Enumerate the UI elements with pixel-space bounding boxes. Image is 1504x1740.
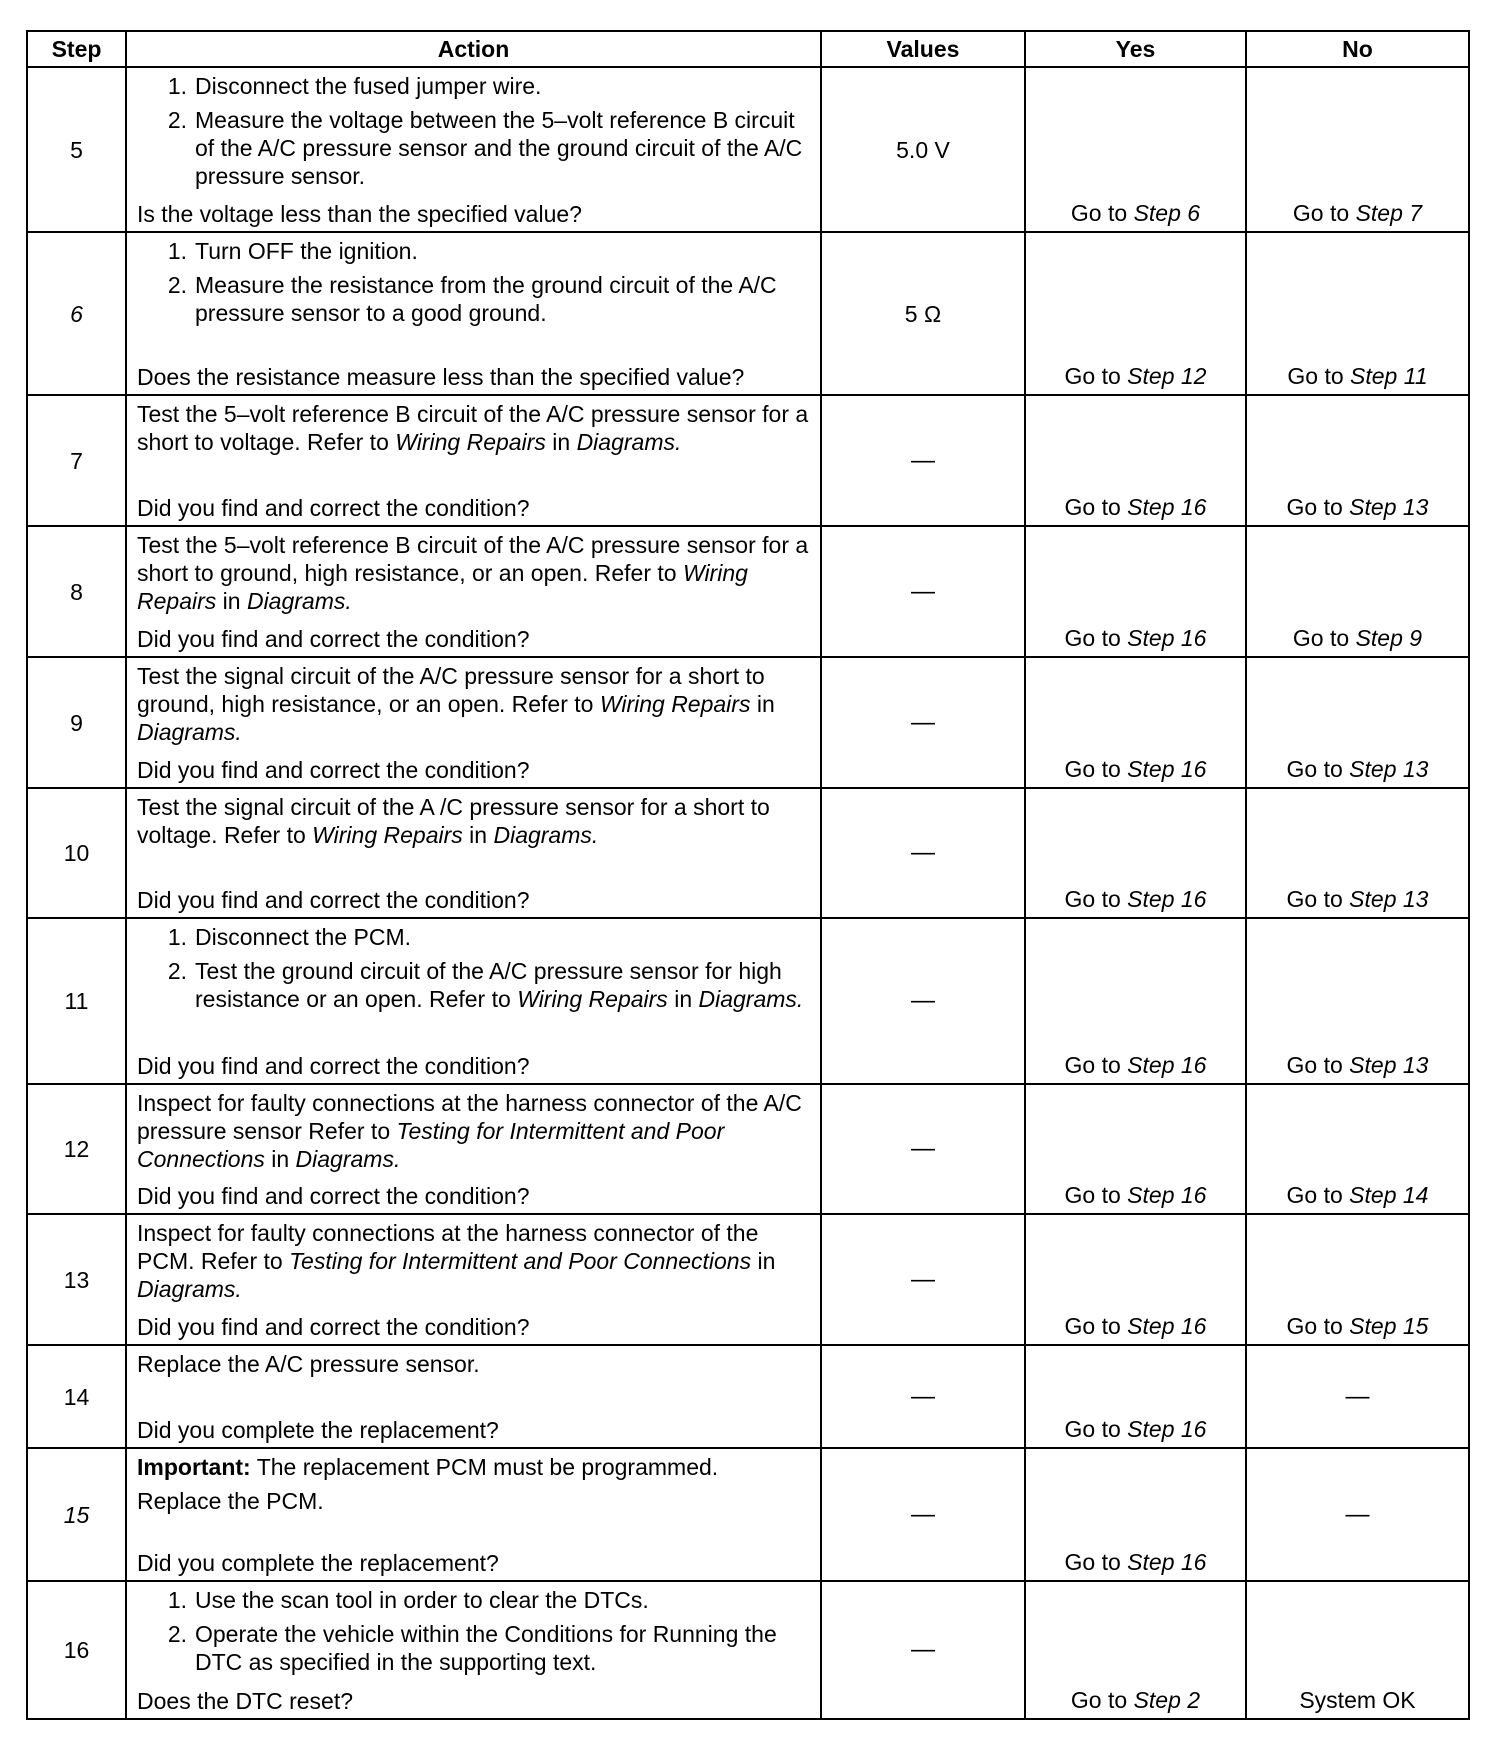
important-label: Important: [137, 1454, 251, 1480]
yes-cell [1025, 395, 1246, 526]
action-cell: 1. Disconnect the fused jumper wire. 2. Measure the voltage between the 5–volt reference B circuit of the A/C pressure sensor and the ground circuit of the A/C pressure sensor. Is the voltage less than the specified value? [126, 67, 821, 232]
wiring-repairs-ref: Wiring Repairs [517, 986, 668, 1012]
yes-step-link: Step 12 [1127, 363, 1207, 389]
action-question: Did you find and correct the condition? [137, 626, 530, 652]
no-step-link: Step 7 [1355, 200, 1423, 226]
no-cell [1246, 1084, 1469, 1214]
yes-cell [1025, 1581, 1246, 1719]
diagrams-ref: Diagrams. [576, 429, 682, 455]
action-item: Turn OFF the ignition. [195, 238, 418, 264]
table-row [27, 1214, 1469, 1345]
value-cell: 5 Ω [821, 232, 1025, 395]
go-to-label: Go to [1064, 1549, 1121, 1575]
yes-cell [1025, 67, 1246, 232]
action-text: Replace the A/C pressure sensor. [137, 1351, 480, 1377]
action-question: Is the voltage less than the specified value? [137, 201, 582, 227]
yes-step-link: Step 16 [1127, 494, 1207, 520]
yes-step-link: Step 16 [1127, 1549, 1207, 1575]
in-word: in [552, 429, 571, 455]
action-cell [126, 526, 821, 657]
step-number: 9 [27, 657, 126, 788]
yes-step-link: Step 16 [1127, 1313, 1207, 1339]
action-cell [126, 1214, 821, 1345]
value-cell: — [821, 918, 1025, 1084]
no-cell [1246, 657, 1469, 788]
yes-step-link: Step 16 [1127, 625, 1207, 651]
wiring-repairs-ref: Wiring Repairs [599, 691, 751, 717]
no-step-link: Step 13 [1349, 494, 1429, 520]
action-question: Did you complete the replacement? [137, 1550, 499, 1576]
step-number: 7 [27, 395, 126, 526]
yes-step-link: Step 16 [1127, 756, 1207, 782]
step-number: 14 [27, 1345, 126, 1448]
go-to-label: Go to [1064, 1052, 1121, 1078]
yes-cell [1025, 918, 1246, 1084]
yes-step-link: Step 16 [1127, 1416, 1207, 1442]
value-cell: — [821, 1581, 1025, 1719]
table-row [27, 1084, 1469, 1214]
go-to-label: Go to [1064, 756, 1121, 782]
action-text: Test the signal circuit of the A /C pressure sensor for a short to voltage. Refer to [137, 794, 770, 848]
header-values: Values [821, 31, 1025, 67]
value-cell: — [821, 657, 1025, 788]
diagnostic-procedure-table [26, 30, 1470, 1720]
step-number: 5 [27, 67, 126, 232]
go-to-label: Go to [1286, 886, 1343, 912]
wiring-repairs-ref: Wiring Repairs [395, 429, 546, 455]
go-to-label: Go to [1064, 1416, 1121, 1442]
action-text: Test the 5–volt reference B circuit of the A/C pressure sensor for a short to voltage. Refer to [137, 401, 809, 455]
in-word: in [674, 986, 693, 1012]
go-to-label: Go to [1286, 1052, 1343, 1078]
no-step-link: Step 11 [1350, 363, 1428, 389]
action-question: Does the resistance measure less than the specified value? [137, 364, 745, 390]
yes-cell [1025, 1214, 1246, 1345]
no-cell: — [1246, 1345, 1469, 1448]
in-word: in [271, 1146, 290, 1172]
no-cell [1246, 788, 1469, 918]
yes-cell [1025, 657, 1246, 788]
go-to-label: Go to [1064, 1182, 1121, 1208]
action-question: Did you complete the replacement? [137, 1417, 499, 1443]
step-number: 6 [27, 232, 126, 395]
go-to-label: Go to [1287, 363, 1344, 389]
table-row [27, 1581, 1469, 1719]
no-cell [1246, 918, 1469, 1084]
action-cell [126, 395, 821, 526]
yes-cell [1025, 232, 1246, 395]
action-question: Did you find and correct the condition? [137, 887, 530, 913]
header-yes: Yes [1025, 31, 1246, 67]
no-step-link: Step 13 [1349, 886, 1429, 912]
action-cell [126, 1345, 821, 1448]
action-question: Did you find and correct the condition? [137, 1183, 530, 1209]
yes-cell [1025, 788, 1246, 918]
go-to-label: Go to [1064, 494, 1121, 520]
table-row [27, 1448, 1469, 1581]
go-to-label: Go to [1292, 200, 1350, 226]
diagrams-ref: Diagrams. [137, 1276, 242, 1302]
action-cell: 1. Disconnect the PCM. 2. Test the ground circuit of the A/C pressure sensor for high resistance or an open. Refer to Wiring Repairs in Diagrams. Did you find and correct the condition? [126, 918, 821, 1084]
table-row [27, 526, 1469, 657]
action-item: Operate the vehicle within the Conditions for Running the DTC as specified in the supporting text. [195, 1621, 777, 1675]
yes-cell [1025, 1345, 1246, 1448]
no-cell [1246, 232, 1469, 395]
step-number: 15 [27, 1448, 126, 1581]
table-row [27, 1345, 1469, 1448]
action-question: Did you find and correct the condition? [137, 757, 530, 783]
in-word: in [469, 822, 488, 848]
yes-cell [1025, 1084, 1246, 1214]
value-cell: — [821, 1214, 1025, 1345]
table-row [27, 232, 1469, 395]
yes-step-link: Step 16 [1127, 1182, 1207, 1208]
action-item: Use the scan tool in order to clear the DTCs. [195, 1587, 649, 1613]
action-question: Did you find and correct the condition? [137, 1053, 530, 1079]
yes-step-link: Step 2 [1133, 1687, 1201, 1713]
yes-step-link: Step 16 [1127, 886, 1207, 912]
go-to-label: Go to [1292, 625, 1350, 651]
action-cell [126, 1448, 821, 1581]
no-step-link: Step 9 [1355, 625, 1423, 651]
yes-step-link: Step 16 [1127, 1052, 1207, 1078]
value-cell: — [821, 1448, 1025, 1581]
important-text: The replacement PCM must be programmed. [256, 1454, 719, 1480]
action-item: Disconnect the fused jumper wire. [195, 73, 542, 99]
testing-ref: Testing for Intermittent and Poor Connections [137, 1118, 725, 1172]
value-cell: — [821, 788, 1025, 918]
action-cell: 1. Use the scan tool in order to clear the DTCs. 2. Operate the vehicle within the Conditions for Running the DTC as specified in the supporting text. Does the DTC reset? [126, 1581, 821, 1719]
action-cell [126, 788, 821, 918]
step-number: 11 [27, 918, 126, 1084]
action-item: Measure the voltage between the 5–volt reference B circuit of the A/C pressure sensor and the ground circuit of the A/C pressure sensor. [195, 107, 803, 189]
step-number: 8 [27, 526, 126, 657]
table-row [27, 395, 1469, 526]
header-step: Step [27, 31, 126, 67]
go-to-label: Go to [1286, 1182, 1343, 1208]
yes-cell [1025, 1448, 1246, 1581]
go-to-label: Go to [1070, 1687, 1128, 1713]
in-word: in [222, 588, 241, 614]
table-row [27, 788, 1469, 918]
table-header-row [27, 31, 1469, 67]
go-to-label: Go to [1064, 625, 1121, 651]
no-cell: System OK [1246, 1581, 1469, 1719]
table-row [27, 657, 1469, 788]
go-to-label: Go to [1064, 886, 1121, 912]
step-number: 10 [27, 788, 126, 918]
action-text: Test the signal circuit of the A/C pressure sensor for a short to ground, high resistance, or an open. Refer to [137, 663, 765, 717]
no-cell [1246, 67, 1469, 232]
step-number: 16 [27, 1581, 126, 1719]
action-cell [126, 1084, 821, 1214]
action-text: Test the 5–volt reference B circuit of the A/C pressure sensor for a short to ground, high resistance, or an open. Refer to [137, 532, 809, 586]
action-question: Did you find and correct the condition? [137, 495, 530, 521]
testing-ref: Testing for Intermittent and Poor Connections [289, 1248, 752, 1274]
value-cell: — [821, 395, 1025, 526]
in-word: in [757, 1248, 776, 1274]
value-cell: — [821, 526, 1025, 657]
diagrams-ref: Diagrams. [246, 588, 352, 614]
go-to-label: Go to [1070, 200, 1128, 226]
table-row [27, 918, 1469, 1084]
diagrams-ref: Diagrams. [295, 1146, 401, 1172]
no-step-link: Step 14 [1349, 1182, 1429, 1208]
action-item: Measure the resistance from the ground circuit of the A/C pressure sensor to a good ground. [195, 272, 777, 326]
go-to-label: Go to [1064, 363, 1121, 389]
no-cell [1246, 395, 1469, 526]
yes-step-link: Step 6 [1133, 200, 1201, 226]
action-text: Inspect for faulty connections at the harness connector of the A/C pressure sensor Refer to [137, 1090, 802, 1144]
wiring-repairs-ref: Wiring Repairs [312, 822, 463, 848]
value-cell: — [821, 1345, 1025, 1448]
step-number: 13 [27, 1214, 126, 1345]
header-no: No [1246, 31, 1469, 67]
no-cell [1246, 1214, 1469, 1345]
diagrams-ref: Diagrams. [493, 822, 599, 848]
wiring-repairs-ref: Wiring Repairs [137, 560, 748, 614]
action-question: Did you find and correct the condition? [137, 1314, 530, 1340]
in-word: in [756, 691, 775, 717]
action-question: Does the DTC reset? [137, 1688, 354, 1714]
no-cell: — [1246, 1448, 1469, 1581]
action-text: Inspect for faulty connections at the harness connector of the PCM. Refer to [137, 1220, 759, 1274]
action-cell: 1. Turn OFF the ignition. 2. Measure the resistance from the ground circuit of the A/C pressure sensor to a good ground. Does the resistance measure less than the specified value? [126, 232, 821, 395]
table-row [27, 67, 1469, 232]
value-cell: 5.0 V [821, 67, 1025, 232]
go-to-label: Go to [1064, 1313, 1121, 1339]
no-cell [1246, 526, 1469, 657]
action-item: Disconnect the PCM. [195, 924, 412, 950]
diagrams-ref: Diagrams. [137, 719, 242, 745]
go-to-label: Go to [1286, 494, 1343, 520]
action-text: Replace the PCM. [137, 1488, 324, 1514]
action-item: Test the ground circuit of the A/C pressure sensor for high resistance or an open. Refer to [195, 958, 782, 1012]
go-to-label: Go to [1286, 756, 1343, 782]
yes-cell [1025, 526, 1246, 657]
value-cell: — [821, 1084, 1025, 1214]
step-number: 12 [27, 1084, 126, 1214]
no-step-link: Step 15 [1349, 1313, 1429, 1339]
no-step-link: Step 13 [1349, 1052, 1429, 1078]
no-step-link: Step 13 [1349, 756, 1429, 782]
header-action: Action [126, 31, 821, 67]
diagrams-ref: Diagrams. [698, 986, 804, 1012]
go-to-label: Go to [1286, 1313, 1343, 1339]
action-cell [126, 657, 821, 788]
